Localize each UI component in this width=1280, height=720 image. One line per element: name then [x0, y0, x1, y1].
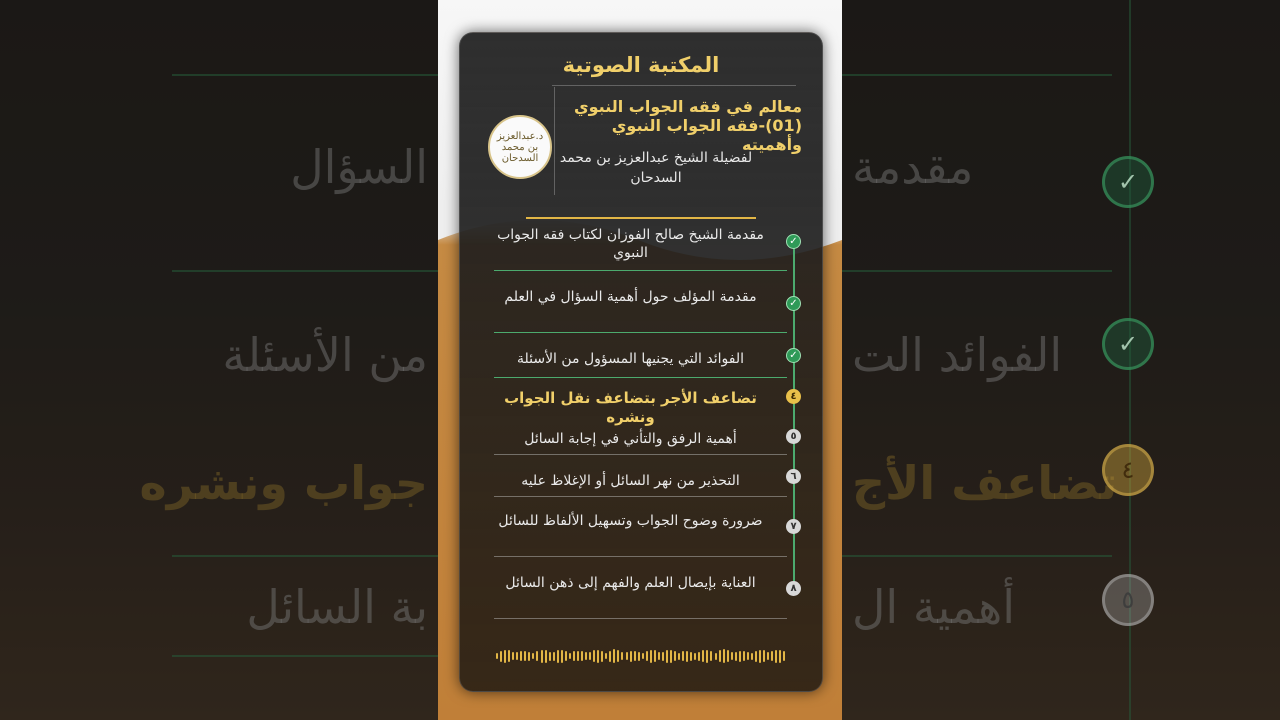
playlist-item[interactable] [494, 471, 787, 499]
waveform-bar [496, 653, 498, 659]
number-marker: ٦ [786, 469, 801, 484]
check-icon: ✓ [786, 348, 801, 363]
waveform-bar [751, 653, 753, 660]
waveform-bar [771, 651, 773, 661]
item-underline [494, 618, 787, 619]
waveform-bar [617, 650, 619, 662]
waveform-bar [545, 650, 547, 663]
waveform-bar [577, 651, 579, 661]
waveform-bar [759, 650, 761, 663]
bg-text-current: جواب ونشره [139, 456, 428, 510]
waveform-bar [512, 652, 514, 660]
audio-waveform [496, 648, 786, 664]
waveform-bar [597, 650, 599, 663]
bg-text: الفوائد الت [852, 328, 1063, 382]
waveform-bar [504, 650, 506, 663]
bg-text-current: تضاعف الأج [852, 456, 1118, 510]
item-label: العناية بإيصال العلم والفهم إلى ذهن السائل [505, 575, 756, 591]
waveform-bar [573, 651, 575, 661]
list-top-rule [526, 217, 756, 219]
bg-number-marker: ٥ [1102, 574, 1154, 626]
waveform-bar [767, 652, 769, 660]
playlist-card [459, 32, 823, 692]
current-marker: ٤ [786, 389, 801, 404]
lecture-header [466, 85, 816, 195]
blurred-background-right [842, 0, 1280, 720]
bg-text: مقدمة [852, 140, 974, 194]
waveform-bar [739, 651, 741, 662]
blurred-background-left [0, 0, 438, 720]
waveform-bar [654, 650, 656, 662]
item-label: مقدمة الشيخ صالح الفوزان لكتاب فقه الجواب النبوي [497, 227, 764, 261]
bg-current-marker: ٤ [1102, 444, 1154, 496]
playlist-item-current[interactable] [494, 387, 787, 426]
bg-text: بة السائل [246, 580, 428, 634]
item-underline [494, 270, 787, 271]
waveform-bar [508, 650, 510, 662]
waveform-bar [727, 650, 729, 662]
waveform-bar [557, 650, 559, 663]
bg-check-icon: ✓ [1102, 318, 1154, 370]
waveform-bar [500, 651, 502, 662]
waveform-bar [783, 651, 785, 661]
waveform-bar [662, 652, 664, 661]
check-icon: ✓ [786, 234, 801, 249]
waveform-bar [613, 649, 615, 663]
waveform-bar [541, 650, 543, 663]
item-label: الفوائد التي يجنيها المسؤول من الأسئلة [516, 351, 745, 367]
playlist-item[interactable] [494, 429, 787, 457]
waveform-bar [638, 652, 640, 661]
item-label: التحذير من نهر السائل أو الإغلاظ عليه [521, 473, 740, 489]
waveform-bar [609, 651, 611, 662]
waveform-bar [706, 650, 708, 663]
waveform-bar [702, 650, 704, 662]
waveform-bar [719, 650, 721, 662]
waveform-bar [755, 651, 757, 662]
calligraphy-logo-icon [488, 115, 552, 179]
waveform-bar [763, 650, 765, 662]
waveform-bar [549, 652, 551, 661]
logo-line: بن محمد السدحان [501, 141, 539, 164]
waveform-bar [553, 652, 555, 661]
number-marker: ٨ [786, 581, 801, 596]
logo-line: د.عبدالعزيز [496, 130, 544, 142]
waveform-bar [674, 651, 676, 661]
waveform-bar [666, 650, 668, 663]
waveform-bar [694, 653, 696, 660]
waveform-bar [601, 651, 603, 662]
waveform-bar [743, 651, 745, 661]
number-marker: ٧ [786, 519, 801, 534]
item-underline [494, 556, 787, 557]
waveform-bar [621, 652, 623, 660]
waveform-bar [715, 653, 717, 660]
waveform-bar [565, 651, 567, 661]
item-label: أهمية الرفق والتأني في إجابة السائل [524, 431, 737, 447]
bg-text: أهمية ال [852, 580, 1015, 634]
waveform-bar [581, 651, 583, 661]
item-label: تضاعف الأجر بتضاعف نقل الجواب ونشره [504, 389, 757, 426]
progress-track [793, 239, 795, 589]
waveform-bar [682, 651, 684, 661]
playlist-item[interactable] [494, 225, 787, 271]
waveform-bar [775, 650, 777, 663]
waveform-bar [670, 650, 672, 663]
waveform-bar [723, 649, 725, 663]
lecture-title: معالم في فقه الجواب النبوي (01)-فقه الجواب النبوي وأهميته [573, 97, 802, 155]
waveform-bar [593, 650, 595, 662]
waveform-bar [690, 652, 692, 661]
item-label: مقدمة المؤلف حول أهمية السؤال في العلم [504, 289, 757, 305]
waveform-bar [630, 651, 632, 662]
waveform-bar [686, 651, 688, 662]
waveform-bar [779, 650, 781, 663]
bg-check-icon: ✓ [1102, 156, 1154, 208]
speaker-name: لفضيلة الشيخ عبدالعزيز بن محمد السدحان [559, 150, 753, 186]
waveform-bar [589, 652, 591, 660]
check-icon: ✓ [786, 296, 801, 311]
bg-text: السؤال [290, 140, 428, 194]
item-underline [494, 496, 787, 497]
waveform-bar [658, 652, 660, 660]
item-underline [494, 377, 787, 378]
waveform-bar [626, 652, 628, 660]
library-title: المكتبة الصوتية [562, 53, 720, 77]
waveform-bar [536, 651, 538, 661]
playlist-item[interactable] [494, 573, 787, 619]
waveform-bar [532, 653, 534, 659]
waveform-bar [520, 651, 522, 661]
waveform-bar [524, 651, 526, 661]
playlist-item[interactable] [494, 287, 787, 333]
waveform-bar [516, 652, 518, 660]
waveform-bar [528, 652, 530, 661]
item-underline [494, 332, 787, 333]
waveform-bar [642, 653, 644, 659]
playlist-item[interactable] [494, 349, 787, 377]
waveform-bar [634, 651, 636, 661]
waveform-bar [735, 652, 737, 661]
waveform-bar [561, 650, 563, 663]
waveform-bar [650, 650, 652, 663]
bg-text: من الأسئلة [222, 328, 428, 382]
waveform-bar [710, 651, 712, 661]
waveform-bar [569, 653, 571, 659]
item-label: ضرورة وضوح الجواب وتسهيل الألفاظ للسائل [498, 513, 763, 529]
item-underline [494, 454, 787, 455]
waveform-bar [585, 652, 587, 660]
waveform-bar [646, 651, 648, 661]
waveform-bar [747, 652, 749, 660]
waveform-bar [731, 652, 733, 660]
waveform-bar [605, 653, 607, 659]
waveform-bar [698, 652, 700, 661]
playlist-item[interactable] [494, 511, 787, 557]
waveform-bar [678, 653, 680, 660]
number-marker: ٥ [786, 429, 801, 444]
